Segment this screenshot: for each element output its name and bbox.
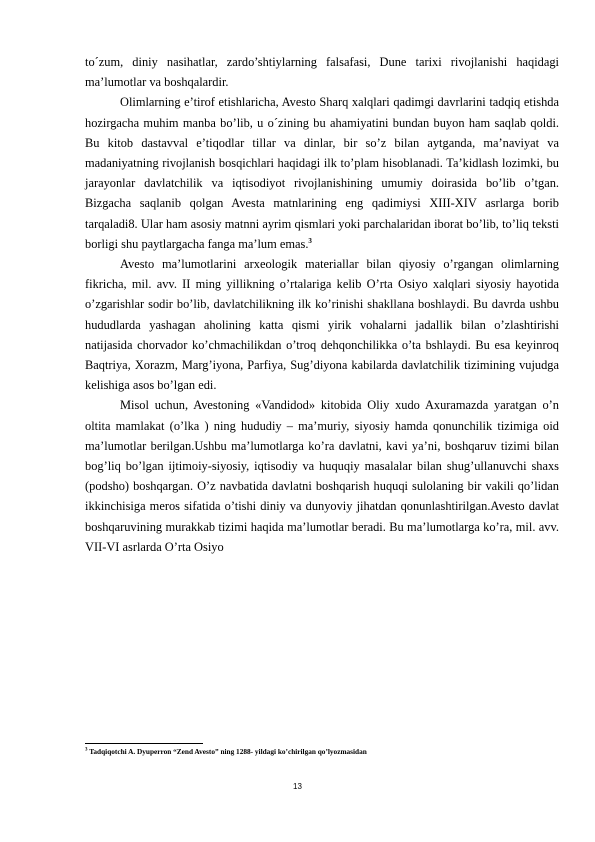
footnote-separator xyxy=(85,743,203,744)
footnote-text: Tadqiqotchi A. Dyuperron “Zend Avesto” ning 1288- yildagi ko’chirilgan qo’lyozmasidan xyxy=(89,747,367,756)
paragraph-2 xyxy=(85,92,559,254)
paragraph-4: Misol uchun, Avestoning «Vandidod» kitobida Oliy xudo Axuramazda yaratgan o’n oltita mamlakat (o’lka ) ning hududiy – ma’muriy, siyosiy hamda qonunchilik tizimiga oid ma’lumotlar berilgan.Ushbu ma’lumotlarga ko’ra davlatni, kavi ya’ni, boshqaruv tizimi bilan bog’liq bo’lgan ijtimoiy-siyosiy, iqtisodiy va huquqiy masalalar bilan shug’ullanuvchi shaxs (podsho) boshqargan. O’z navbatida davlatni boshqarish huquqi sulolaning bir vakili qo’lidan ikkinchisiga meros sifatida o’tishi diniy va dunyoviy jihatdan qonunlashtirilgan.Avesto davlat boshqaruvining murakkab tizimi haqida ma’lumotlar beradi. Bu ma’lumotlarga ko’ra, mil. avv. VII-VI asrlarda O’rta Osiyo xyxy=(85,398,559,554)
paragraph-3: Avesto ma’lumotlarini arxeologik materiallar bilan qiyosiy o’rgangan olimlarning fikricha, mil. avv. II ming yillikning o’rtalariga kelib O’rta Osiyo xalqlari siyosiy hayotida o’zgarishlar sodir bo’lib, davlatchilikning ilk ko’rinishi shakllana boshlaydi. Bu davrda ushbu hududlarda yashagan aholining katta qismi yirik vohalarni jadallik bilan o’zlashtirishi natijasida chorvador ko’chmachilikdan o’troq dehqonchilikka o’ta bshlaydi. Bu esa keyinroq Baqtriya, Xorazm, Marg’iyona, Parfiya, Sug’diyona kabilarda davlatchilik tizimining vujudga kelishiga asos bo’lgan edi. xyxy=(85,257,559,393)
page-number: 13 xyxy=(293,782,302,791)
paragraph-1: to´zum, diniy nasihatlar, zardo’shtiylarning falsafasi, Dune tarixi rivojlanishi haqidagi ma’lumotlar va boshqalardir. xyxy=(85,55,559,90)
body-text xyxy=(85,52,559,557)
footnote-reference[interactable]: 3 xyxy=(308,236,312,245)
footnote-number: 3 xyxy=(85,747,88,753)
footnote xyxy=(85,747,559,757)
paragraph-2-text: Olimlarning e’tirof etishlaricha, Avesto Sharq xalqlari qadimgi davrlarini tadqiq etishda hozirgacha muhim manba bo’lib, u o´zining bu ahamiyatini bundan buyon ham saqlab qoldi. Bu kitob dastavval e’tiqodlar tillar va dinlar, bir so’z bilan aytganda, ma’naviyat va madaniyatning rivojlanish bosqichlari haqidagi ilk to’plam hisoblanadi. Ta’kidlash lozimki, bu jarayonlar davlatchilik va iqtisodiyot rivojlanishining umumiy doirasida bo’lib o’tgan. Bizgacha saqlanib qolgan Avesta matnlarining eng qadimiysi XIII-XIV asrlarga borib tarqaladi8. Ular ham asosiy matnni ayrim qismlari yoki parchalaridan iborat bo’lib, to’liq teksti borligi shu paytlargacha fanga ma’lum emas. xyxy=(85,95,559,251)
